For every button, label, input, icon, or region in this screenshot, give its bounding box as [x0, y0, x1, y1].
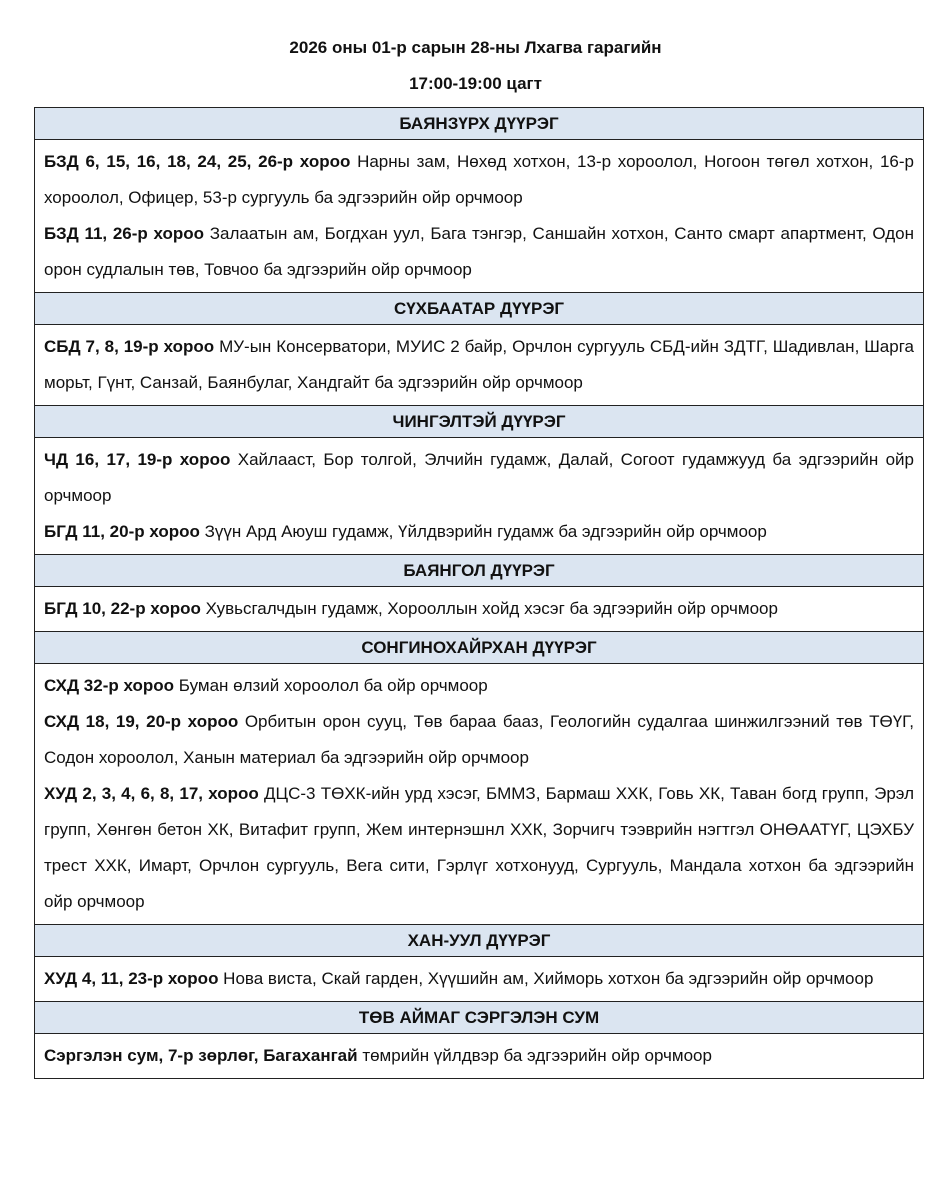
entry-area: ЧД 16, 17, 19-р хороо — [44, 450, 231, 469]
district-entries — [35, 664, 924, 925]
district-entries — [35, 325, 924, 406]
entry-places: Буман өлзий хороолол ба ойр орчмоор — [174, 676, 488, 695]
district-header-row — [35, 925, 924, 957]
district-title: БАЯНГОЛ ДҮҮРЭГ — [35, 555, 924, 587]
district-title: СОНГИНОХАЙРХАН ДҮҮРЭГ — [35, 632, 924, 664]
district-body-row — [35, 957, 924, 1002]
entry-places: МУ-ын Консерватори, МУИС 2 байр, Орчлон сургууль СБД-ийн ЗДТГ, Шадивлан, Шарга морьт, Гүнт, Санзай, Баянбулаг, Хандгайт ба эдгээрийн ойр орчмоор — [44, 337, 914, 392]
district-entries — [35, 438, 924, 555]
district-entries — [35, 1034, 924, 1079]
district-header-row — [35, 1002, 924, 1034]
entry-places: Хайлааст, Бор толгой, Элчийн гудамж, Далай, Согоот гудамжууд ба эдгээрийн ойр орчмоор — [44, 450, 914, 505]
entry — [44, 514, 914, 550]
district-title: ЧИНГЭЛТЭЙ ДҮҮРЭГ — [35, 406, 924, 438]
entry — [44, 216, 914, 288]
entry-places: Нарны зам, Нөхөд хотхон, 13-р хороолол, Ногоон төгөл хотхон, 16-р хороолол, Офицер, 53-р сургууль ба эдгээрийн ойр орчмоор — [44, 152, 914, 207]
entry — [44, 961, 914, 997]
entry-area: БГД 10, 22-р хороо — [44, 599, 201, 618]
entry-places: Нова виста, Скай гарден, Хүүшийн ам, Хийморь хотхон ба эдгээрийн ойр орчмоор — [218, 969, 874, 988]
entry-area: СХД 32-р хороо — [44, 676, 175, 695]
entry-area: БЗД 11, 26-р хороо — [44, 224, 205, 243]
district-header-row — [35, 406, 924, 438]
document-time: 17:00-19:00 цагт — [409, 74, 542, 93]
entry-area: СХД 18, 19, 20-р хороо — [44, 712, 239, 731]
entry-area: ХУД 2, 3, 4, 6, 8, 17, хороо — [44, 784, 259, 803]
district-header-row — [35, 293, 924, 325]
district-body-row — [35, 1034, 924, 1079]
entry-area: БЗД 6, 15, 16, 18, 24, 25, 26-р хороо — [44, 152, 351, 171]
entry — [44, 704, 914, 776]
entry — [44, 1038, 914, 1074]
district-title: ТӨВ АЙМАГ СЭРГЭЛЭН СУМ — [35, 1002, 924, 1034]
district-title: СҮХБААТАР ДҮҮРЭГ — [35, 293, 924, 325]
district-entries — [35, 957, 924, 1002]
entry-area: БГД 11, 20-р хороо — [44, 522, 200, 541]
district-body-row — [35, 325, 924, 406]
entry — [44, 776, 914, 920]
district-entries — [35, 587, 924, 632]
entry — [44, 668, 914, 704]
district-body-row — [35, 664, 924, 925]
district-header-row — [35, 632, 924, 664]
entry-places: төмрийн үйлдвэр ба эдгээрийн ойр орчмоор — [357, 1046, 712, 1065]
entry — [44, 442, 914, 514]
district-body-row — [35, 140, 924, 293]
district-body-row — [35, 438, 924, 555]
district-header-row — [35, 108, 924, 140]
district-title: БАЯНЗҮРХ ДҮҮРЭГ — [35, 108, 924, 140]
entry-places: ДЦС-3 ТӨХК-ийн урд хэсэг, БММЗ, Бармаш ХХК, Говь ХК, Таван богд групп, Эрэл групп, Хөнгөн бетон ХК, Витафит групп, Жем интернэшнл ХХК, Зорчигч тээврийн нэгтгэл ОНӨААТҮГ, ЦЭХБУ трест ХХК, Имарт, Орчлон сургууль, Вега сити, Гэрлүг хотхонууд, Сургууль, Мандала хотхон ба эдгээрийн ойр орчмоор — [44, 784, 914, 911]
district-header-row — [35, 555, 924, 587]
outage-schedule-table — [34, 107, 924, 1079]
entry-area: ХУД 4, 11, 23-р хороо — [44, 969, 219, 988]
document-title: 2026 оны 01-р сарын 28-ны Лхагва гарагийн — [289, 38, 662, 57]
entry-places: Залаатын ам, Богдхан уул, Бага тэнгэр, Саншайн хотхон, Санто смарт апартмент, Одон орон судлалын төв, Товчоо ба эдгээрийн ойр орчмоор — [44, 224, 914, 279]
entry-places: Хувьсгалчдын гудамж, Хорооллын хойд хэсэг ба эдгээрийн ойр орчмоор — [200, 599, 778, 618]
entry-places: Орбитын орон сууц, Төв бараа бааз, Геологийн судалгаа шинжилгээний төв ТӨҮГ, Содон хороолол, Ханын материал ба эдгээрийн ойр орчмоор — [44, 712, 914, 767]
district-title: ХАН-УУЛ ДҮҮРЭГ — [35, 925, 924, 957]
entry — [44, 329, 914, 401]
entry-area: Сэргэлэн сум, 7-р зөрлөг, Багахангай — [44, 1046, 358, 1065]
entry — [44, 591, 914, 627]
entry-area: СБД 7, 8, 19-р хороо — [44, 337, 215, 356]
entry — [44, 144, 914, 216]
entry-places: Зүүн Ард Аюуш гудамж, Үйлдвэрийн гудамж ба эдгээрийн ойр орчмоор — [199, 522, 767, 541]
district-body-row — [35, 587, 924, 632]
district-entries — [35, 140, 924, 293]
